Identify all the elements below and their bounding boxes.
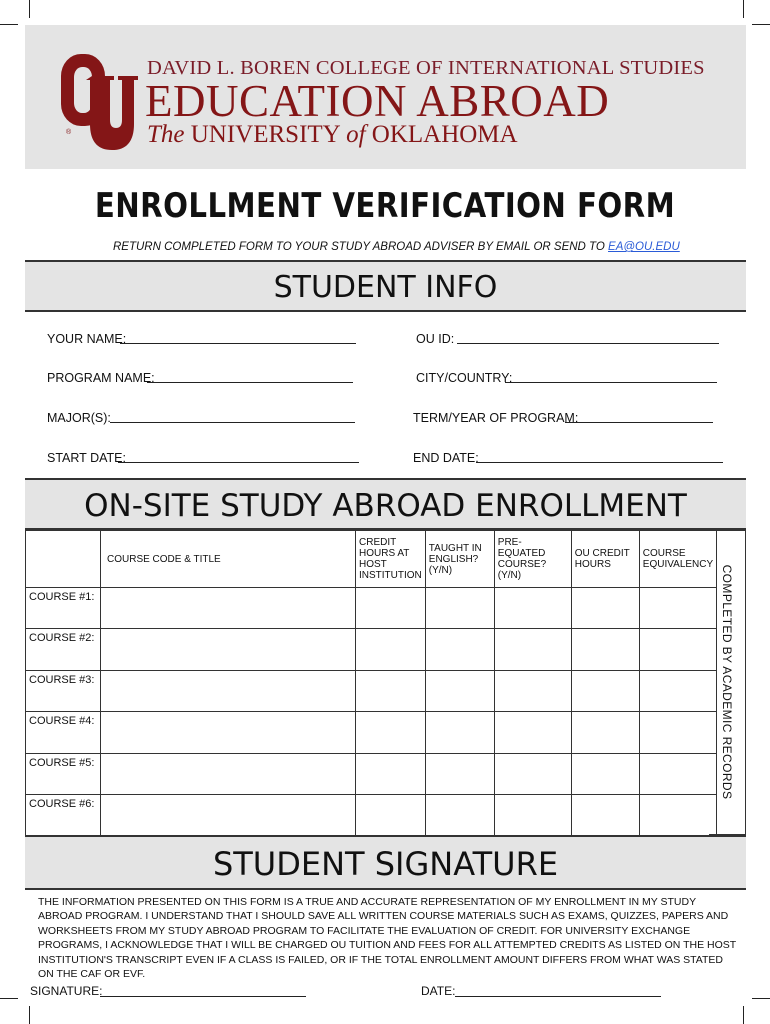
- header-taught-english: TAUGHT IN ENGLISH? (Y/N): [425, 531, 494, 588]
- end-date-field[interactable]: [476, 462, 723, 463]
- student-info-band: [25, 260, 746, 312]
- university-suffix: OKLAHOMA: [371, 121, 518, 148]
- course-row: [26, 795, 717, 836]
- header-blank: [26, 531, 101, 588]
- taught-english-cell[interactable]: [425, 588, 494, 629]
- university-name: [147, 121, 518, 149]
- equivalency-cell[interactable]: [639, 795, 716, 836]
- college-name: DAVID L. BOREN COLLEGE OF INTERNATIONAL STUDIES: [147, 57, 705, 79]
- your-name-label: YOUR NAME:: [47, 332, 127, 346]
- course-code-cell[interactable]: [101, 712, 356, 754]
- term-year-field[interactable]: [565, 422, 713, 423]
- crop-mark-top-right-h: [752, 24, 770, 25]
- header-ou-credit-hours: OU CREDIT HOURS: [571, 531, 639, 588]
- enrollment-title: ON-SITE STUDY ABROAD ENROLLMENT: [84, 488, 687, 524]
- course-row: [26, 671, 717, 712]
- ou-credit-cell[interactable]: [571, 629, 639, 671]
- date-field[interactable]: [455, 996, 661, 997]
- pre-equated-cell[interactable]: [494, 795, 571, 836]
- ou-credit-cell[interactable]: [571, 712, 639, 754]
- pre-equated-cell[interactable]: [494, 712, 571, 754]
- ou-id-field[interactable]: [457, 343, 719, 344]
- majors-field[interactable]: [110, 422, 355, 423]
- course-table-header: [26, 531, 717, 588]
- equivalency-cell[interactable]: [639, 588, 716, 629]
- city-country-field[interactable]: [505, 382, 717, 383]
- crop-mark-top-left: [29, 0, 30, 18]
- course-code-cell[interactable]: [101, 754, 356, 795]
- course-table: [25, 530, 717, 836]
- course-label: COURSE #5:: [26, 754, 101, 795]
- taught-english-cell[interactable]: [425, 795, 494, 836]
- ou-logo-icon: [60, 52, 138, 150]
- course-code-cell[interactable]: [101, 671, 356, 712]
- course-label: COURSE #3:: [26, 671, 101, 712]
- crop-mark-top-left-h: [0, 24, 18, 25]
- taught-english-cell[interactable]: [425, 629, 494, 671]
- start-date-label: START DATE:: [47, 451, 126, 465]
- equivalency-cell[interactable]: [639, 629, 716, 671]
- ou-credit-cell[interactable]: [571, 671, 639, 712]
- program-name-label: PROGRAM NAME:: [47, 371, 155, 385]
- course-code-cell[interactable]: [101, 795, 356, 836]
- course-label: COURSE #4:: [26, 712, 101, 754]
- signature-label: SIGNATURE:: [30, 984, 103, 998]
- student-info-title: STUDENT INFO: [273, 270, 498, 305]
- taught-english-cell[interactable]: [425, 671, 494, 712]
- end-date-label: END DATE:: [413, 451, 479, 465]
- signature-statement: THE INFORMATION PRESENTED ON THIS FORM IS A TRUE AND ACCURATE REPRESENTATION OF MY ENROLLMENT IN MY STUDY ABROAD PROGRAM. I UNDERSTAND THAT I SHOULD SAVE ALL WRITTEN COURSE MATERIALS SUCH AS EXAMS, QUIZZES, PAPERS AND WORKSHEETS FROM MY STUDY ABROAD PROGRAM TO FACILITATE THE EVALUATION OF CREDIT. FOR UNIVERSITY EXCHANGE PROGRAMS, I ACKNOWLEDGE THAT I WILL BE CHARGED OU TUITION AND FEES FOR ALL ATTEMPTED CREDITS AS LISTED ON THE HOST INSTITUTION'S TRANSCRIPT EVEN IF A CLASS IS FAILED, OR IF THE TOTAL ENROLLMENT AMOUNT DIFFERS FROM WHAT WAS STATED ON THE CAF OR EVF.: [38, 896, 736, 981]
- pre-equated-cell[interactable]: [494, 629, 571, 671]
- logo-reg-mark: ®: [66, 129, 72, 136]
- signature-field[interactable]: [100, 996, 306, 997]
- return-instructions: [113, 241, 680, 253]
- credit-hours-cell[interactable]: [356, 588, 426, 629]
- equivalency-cell[interactable]: [639, 671, 716, 712]
- course-label: COURSE #2:: [26, 629, 101, 671]
- signature-title: STUDENT SIGNATURE: [212, 845, 559, 883]
- equivalency-cell[interactable]: [639, 754, 716, 795]
- taught-english-cell[interactable]: [425, 754, 494, 795]
- credit-hours-cell[interactable]: [356, 795, 426, 836]
- form-title: ENROLLMENT VERIFICATION FORM: [94, 186, 676, 226]
- university-of: of: [346, 121, 366, 148]
- course-row: [26, 588, 717, 629]
- your-name-field[interactable]: [120, 343, 356, 344]
- university-mid: UNIVERSITY: [190, 121, 340, 148]
- city-country-label: CITY/COUNTRY:: [416, 371, 513, 385]
- program-name: EDUCATION ABROAD: [145, 76, 610, 126]
- return-text: RETURN COMPLETED FORM TO YOUR STUDY ABROAD ADVISER BY EMAIL OR SEND TO: [113, 241, 609, 253]
- start-date-field[interactable]: [118, 462, 359, 463]
- course-code-cell[interactable]: [101, 588, 356, 629]
- credit-hours-cell[interactable]: [356, 629, 426, 671]
- ou-credit-cell[interactable]: [571, 588, 639, 629]
- header-course-code-title: COURSE CODE & TITLE: [101, 531, 356, 588]
- term-year-label: TERM/YEAR OF PROGRAM:: [413, 411, 579, 425]
- majors-label: MAJOR(S):: [47, 411, 111, 425]
- crop-mark-bottom-right-h: [752, 998, 770, 999]
- pre-equated-cell[interactable]: [494, 754, 571, 795]
- credit-hours-cell[interactable]: [356, 754, 426, 795]
- course-row: [26, 754, 717, 795]
- crop-mark-bottom-left: [29, 1006, 30, 1024]
- enrollment-band: [25, 478, 746, 530]
- course-label: COURSE #6:: [26, 795, 101, 836]
- date-label: DATE:: [421, 984, 456, 998]
- crop-mark-top-right: [743, 0, 744, 18]
- header-course-equivalency: COURSE EQUIVALENCY: [639, 531, 716, 588]
- credit-hours-cell[interactable]: [356, 712, 426, 754]
- header-credit-hours: CREDIT HOURS AT HOST INSTITUTION: [356, 531, 426, 588]
- crop-mark-bottom-left-h: [0, 998, 18, 999]
- course-label: COURSE #1:: [26, 588, 101, 629]
- pre-equated-cell[interactable]: [494, 671, 571, 712]
- credit-hours-cell[interactable]: [356, 671, 426, 712]
- university-prefix: The: [147, 121, 185, 148]
- signature-band: [25, 835, 746, 890]
- header-pre-equated: PRE-EQUATED COURSE? (Y/N): [494, 531, 571, 588]
- program-name-field[interactable]: [147, 382, 353, 383]
- pre-equated-cell[interactable]: [494, 588, 571, 629]
- academic-records-note: COMPLETED BY ACADEMIC RECORDS: [720, 564, 734, 800]
- ou-credit-cell[interactable]: [571, 754, 639, 795]
- taught-english-cell[interactable]: [425, 712, 494, 754]
- course-row: [26, 629, 717, 671]
- ou-id-label: OU ID:: [416, 332, 455, 346]
- ou-credit-cell[interactable]: [571, 795, 639, 836]
- equivalency-cell[interactable]: [639, 712, 716, 754]
- return-email-link[interactable]: EA@OU.EDU: [608, 241, 680, 253]
- course-row: [26, 712, 717, 754]
- crop-mark-bottom-right: [743, 1006, 744, 1024]
- course-code-cell[interactable]: [101, 629, 356, 671]
